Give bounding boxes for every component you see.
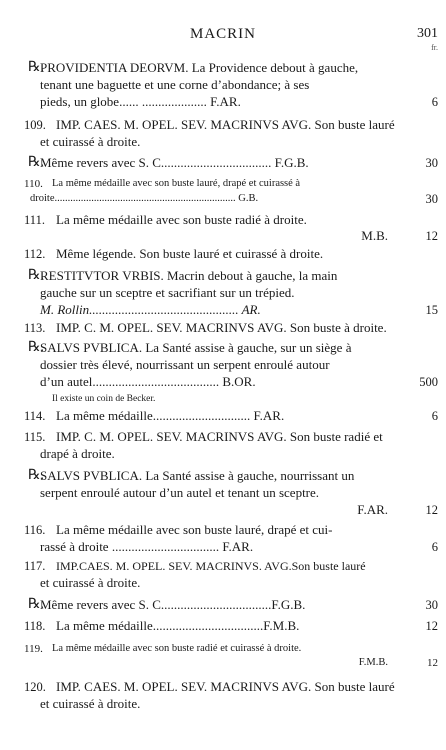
page-title: MACRIN [189,26,256,42]
entry-line: Même revers avec S. C..................................F.G.B. [40,597,306,612]
entry-line: IMP. CAES. M. OPEL. SEV. MACRINVS AVG. Son buste lauré [56,117,395,132]
price: 12 [425,503,438,517]
entry-line: serpent enroulé autour d’un autel et tenant un sceptre. [40,485,320,500]
entry-line: et cuirassé à droite. [40,575,141,590]
reverse-marker: ℞. [28,60,45,75]
price: 15 [425,303,438,317]
entry-number: 113. [24,321,46,335]
footnote: Il existe un coin de Becker. [52,394,156,404]
entry-line: drapé à droite. [40,446,115,461]
entry-number: 118. [24,619,46,633]
entry-line: La même médaille avec son buste lauré, drapé et cuirassé à [52,178,301,189]
entry-line: La même médaille avec son buste radié et cuirassé à droite. [52,643,302,654]
reverse-marker: ℞. [28,468,45,483]
entry-line: IMP. C. M. OPEL. SEV. MACRINVS AVG. Son buste à droite. [56,320,387,335]
entry-line: et cuirassé à droite. [40,134,141,149]
entry-line: d’un autel....................................... B.OR. [40,374,256,389]
entry-line: Même revers avec S. C.................................. F.G.B. [40,155,309,170]
price: 6 [431,95,438,109]
entry-line: M.B. [361,228,388,243]
entry-number: 117. [24,559,46,573]
entry-line: Même légende. Son buste lauré et cuirassé à droite. [56,246,324,261]
entry-number: 119. [24,643,43,655]
price: 12 [427,657,438,669]
price: 6 [431,540,438,554]
entry-line: La même médaille..................................F.M.B. [56,618,300,633]
entry-number: 114. [24,409,46,423]
entry-line: RESTITVTOR VRBIS. Macrin debout à gauche, la main [40,268,338,283]
entry-number: 111. [24,213,45,227]
entry-line: La même médaille.............................. F.AR. [56,408,285,423]
entry-number: 116. [24,523,46,537]
reverse-marker: ℞. [28,340,45,355]
header-note: fr. [431,43,438,52]
entry-line: SALVS PVBLICA. La Santé assise à gauche, nourrissant un [40,468,355,483]
entry-number: 120. [24,680,46,694]
entry-line: dossier très élevé, nourrissant un serpent enroulé autour [40,357,330,372]
entry-line: droite..................................................................... G.B. [30,193,259,204]
entry-line: IMP. CAES. M. OPEL. SEV. MACRINVS AVG. Son buste lauré [56,679,395,694]
price: 12 [425,619,438,633]
entry-number: 112. [24,247,46,261]
entry-line: M. Rollin.............................................. AR. [40,302,261,317]
entry-line: SALVS PVBLICA. La Santé assise à gauche, sur un siège à [40,340,352,355]
page-number: 301 [417,26,438,41]
reverse-marker: ℞. [28,155,45,170]
reverse-marker: ℞. [28,597,45,612]
price: 12 [425,229,438,243]
reverse-marker: ℞. [28,268,45,283]
entry-line: IMP. C. M. OPEL. SEV. MACRINVS AVG. Son buste radié et [56,429,383,444]
entry-line: F.AR. [357,502,388,517]
entry-number: 115. [24,430,46,444]
entry-line: IMP.CAES. M. OPEL. SEV. MACRINVS. AVG.Son buste lauré [56,559,366,573]
price: 500 [419,375,438,389]
price: 30 [425,156,438,170]
entry-line: gauche sur un sceptre et sacrifiant sur un trépied. [40,285,295,300]
price: 30 [425,192,438,206]
price: 30 [425,598,438,612]
entry-number: 109. [24,118,46,132]
entry-number: 110. [24,178,43,190]
price: 6 [431,409,438,423]
entry-line: F.M.B. [358,657,388,668]
entry-line: La même médaille avec son buste radié à droite. [56,212,307,227]
entry-line: PROVIDENTIA DEORVM. La Providence debout à gauche, [40,60,359,75]
entry-line: pieds, un globe...... .................... F.AR. [40,94,241,109]
entry-line: La même médaille avec son buste lauré, drapé et cui- [56,522,333,537]
entry-line: tenant une baguette et une corne d’abondance; à ses [40,77,310,92]
page-header [0,26,446,52]
entry-line: et cuirassé à droite. [40,696,141,711]
entry-line: rassé à droite ................................. F.AR. [40,539,254,554]
